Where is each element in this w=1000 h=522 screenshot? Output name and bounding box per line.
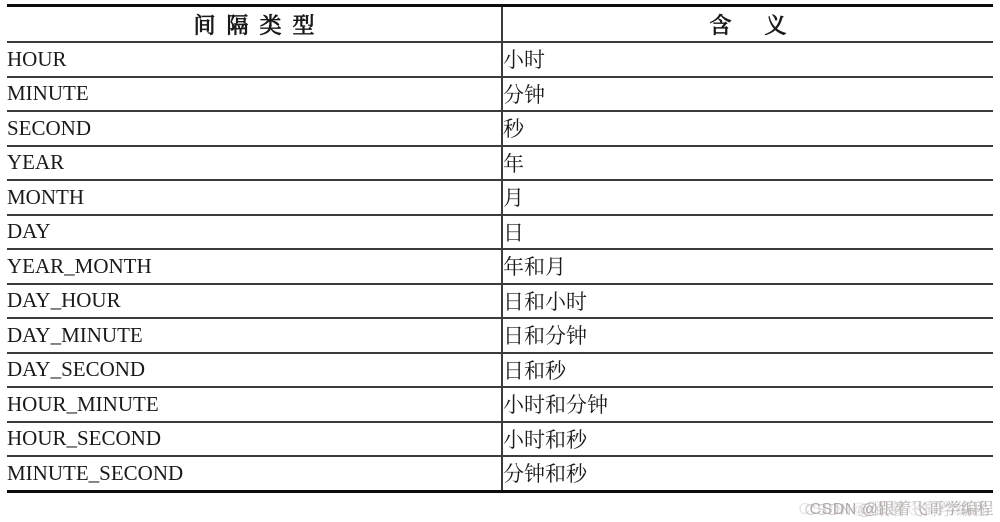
meaning-cell: 年 [502, 146, 993, 181]
interval-type-cell: MINUTE_SECOND [7, 456, 502, 491]
interval-type-cell: DAY [7, 215, 502, 250]
meaning-cell: 日 [502, 215, 993, 250]
table-row [7, 215, 993, 250]
table-header-row [7, 6, 993, 43]
meaning-cell: 日和秒 [502, 353, 993, 388]
interval-type-cell: MINUTE [7, 77, 502, 112]
table-row [7, 146, 993, 181]
column-header-meaning: 含义 [709, 12, 820, 38]
meaning-cell: 日和分钟 [502, 318, 993, 353]
table-row [7, 353, 993, 388]
table-row [7, 456, 993, 491]
meaning-cell: 小时和分钟 [502, 387, 993, 422]
column-header-interval-type: 间隔类型 [7, 6, 502, 43]
interval-type-table-container [7, 4, 993, 493]
interval-type-cell: MONTH [7, 180, 502, 215]
table-row [7, 180, 993, 215]
meaning-cell: 小时 [502, 42, 993, 77]
meaning-cell: 分钟 [502, 77, 993, 112]
table-row [7, 77, 993, 112]
table-row [7, 318, 993, 353]
table-row [7, 387, 993, 422]
meaning-cell: 分钟和秒 [502, 456, 993, 491]
interval-type-cell: DAY_SECOND [7, 353, 502, 388]
table-row [7, 42, 993, 77]
interval-type-cell: YEAR_MONTH [7, 249, 502, 284]
table-row [7, 422, 993, 457]
table-row [7, 111, 993, 146]
table-row [7, 284, 993, 319]
meaning-cell: 年和月 [502, 249, 993, 284]
interval-type-cell: SECOND [7, 111, 502, 146]
meaning-cell: 月 [502, 180, 993, 215]
meaning-cell: 小时和秒 [502, 422, 993, 457]
interval-type-cell: YEAR [7, 146, 502, 181]
table-row [7, 249, 993, 284]
interval-type-cell: HOUR [7, 42, 502, 77]
interval-type-cell: HOUR_MINUTE [7, 387, 502, 422]
interval-type-cell: DAY_HOUR [7, 284, 502, 319]
meaning-cell: 秒 [502, 111, 993, 146]
csdn-watermark: CSDN @跟着飞哥学编程 [809, 501, 994, 518]
interval-type-cell: HOUR_SECOND [7, 422, 502, 457]
meaning-cell: 日和小时 [502, 284, 993, 319]
interval-type-table [7, 4, 993, 493]
interval-type-cell: DAY_MINUTE [7, 318, 502, 353]
